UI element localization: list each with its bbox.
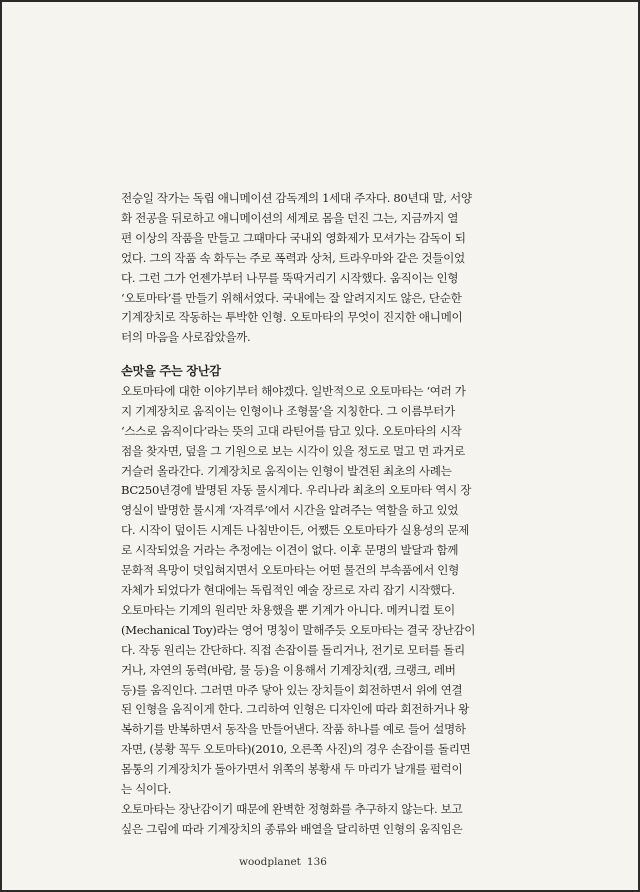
magazine-name: woodplanet <box>239 856 301 868</box>
text-line: 영실이 발명한 물시계 ‘자격루’에서 시간을 알려주는 역할을 하고 있었 <box>121 503 459 518</box>
text-line: 터의 마음을 사로잡았을까. <box>121 330 251 345</box>
text-line: 몸통의 기계장치가 돌아가면서 위쪽의 봉황새 두 마리가 날개를 펄럭이 <box>121 762 463 777</box>
text-line: ‘스스로 움직이다’라는 뜻의 고대 라틴어를 담고 있다. 오토마타의 시작 <box>121 423 462 438</box>
paragraph-3 <box>121 800 491 840</box>
text-line: 복하기를 반복하면서 동작을 만들어낸다. 작품 하나를 예로 들어 설명하 <box>121 722 466 737</box>
text-line: 문화적 욕망이 덧입혀지면서 오토마타는 어떤 물건의 부속품에서 인형 <box>121 563 459 578</box>
section-body <box>121 362 491 840</box>
text-line: 오토마타는 장난감이기 때문에 완벽한 정형화를 추구하지 않는다. 보고 <box>121 801 463 816</box>
text-line: 었다. 그의 작품 속 화두는 주로 폭력과 상처, 트라우마와 같은 것들이었 <box>121 250 465 265</box>
text-line: 다. 시작이 덮이든 시계든 나침반이든, 어쨌든 오토마타가 실용성의 문제 <box>121 523 469 538</box>
paragraph-1 <box>121 382 491 601</box>
text-line: 싶은 그림에 따라 기계장치의 종류와 배열을 달리하면 인형의 움직임은 <box>121 821 463 836</box>
text-line: 다. 작동 원리는 간단하다. 직접 손잡이를 돌리거나, 전기로 모터를 돌리 <box>121 642 465 657</box>
text-line: (Mechanical Toy)라는 영어 명칭이 말해주듯 오토마타는 결국 장난감이 <box>121 622 476 637</box>
text-line: 지 기계장치로 움직이는 인형이나 조형물’을 지칭한다. 그 이름부터가 <box>121 403 455 418</box>
text-line: 화 전공을 뒤로하고 애니메이션의 세계로 몸을 던진 그는, 지금까지 열 <box>121 210 459 225</box>
text-line: 자면, (붕황 꼭두 오토마타)(2010, 오른쪽 사진)의 경우 손잡이를 돌리면 <box>121 742 471 757</box>
text-line: 오토마타에 대한 이야기부터 해야겠다. 일반적으로 오토마타는 ‘여러 가 <box>121 383 466 398</box>
text-line: BC250년경에 발명된 자동 물시계다. 우리나라 최초의 오토마타 역시 장 <box>121 483 472 498</box>
text-line: 거나, 자연의 동력(바람, 물 등)을 이용해서 기계장치(캠, 크랭크, 레버 <box>121 662 456 677</box>
text-line: 전승일 작가는 독립 애니메이션 감독계의 1세대 주자다. 80년대 말, 서양 <box>121 191 472 205</box>
text-line: 된 인형을 움직이게 한다. 그리하여 인형은 디자인에 따라 회전하거나 왕 <box>121 702 469 717</box>
text-line: 거슬러 올라간다. 기계장치로 움직이는 인형이 발견된 최초의 사례는 <box>121 463 452 478</box>
paragraph-2 <box>121 601 491 800</box>
text-line: 오토마타는 기계의 원리만 차용했을 뿐 기계가 아니다. 메커니컬 토이 <box>121 602 455 617</box>
page-footer <box>239 856 327 868</box>
intro-paragraph <box>121 189 491 348</box>
text-line: ‘오토마타’를 만들기 위해서였다. 국내에는 잘 알려지지도 않은, 단순한 <box>121 290 462 305</box>
text-line: 는 식이다. <box>121 782 172 797</box>
text-line: 기계장치로 작동하는 투박한 인형. 오토마타의 무엇이 진지한 애니메이 <box>121 310 463 325</box>
text-line: 자체가 되었다가 현대에는 독립적인 예술 장르로 자리 잡기 시작했다. <box>121 582 455 597</box>
text-line: 등)를 움직인다. 그러면 마주 닿아 있는 장치들이 회전하면서 위에 연결 <box>121 682 463 697</box>
section-heading: 손맛을 주는 장난감 <box>121 364 221 378</box>
text-line: 로 시작되었을 거라는 추정에는 이견이 없다. 이후 문명의 발달과 함께 <box>121 543 459 558</box>
text-line: 점을 찾자면, 덮을 그 기원으로 보는 시각이 있을 정도로 멀고 먼 과거로 <box>121 443 465 458</box>
text-line: 다. 그런 그가 언젠가부터 나무를 뚝딱거리기 시작했다. 움직이는 인형 <box>121 270 459 285</box>
text-line: 편 이상의 작품을 만들고 그때마다 국내외 영화제가 모셔가는 감독이 되 <box>121 230 466 245</box>
page-number: 136 <box>306 856 327 868</box>
